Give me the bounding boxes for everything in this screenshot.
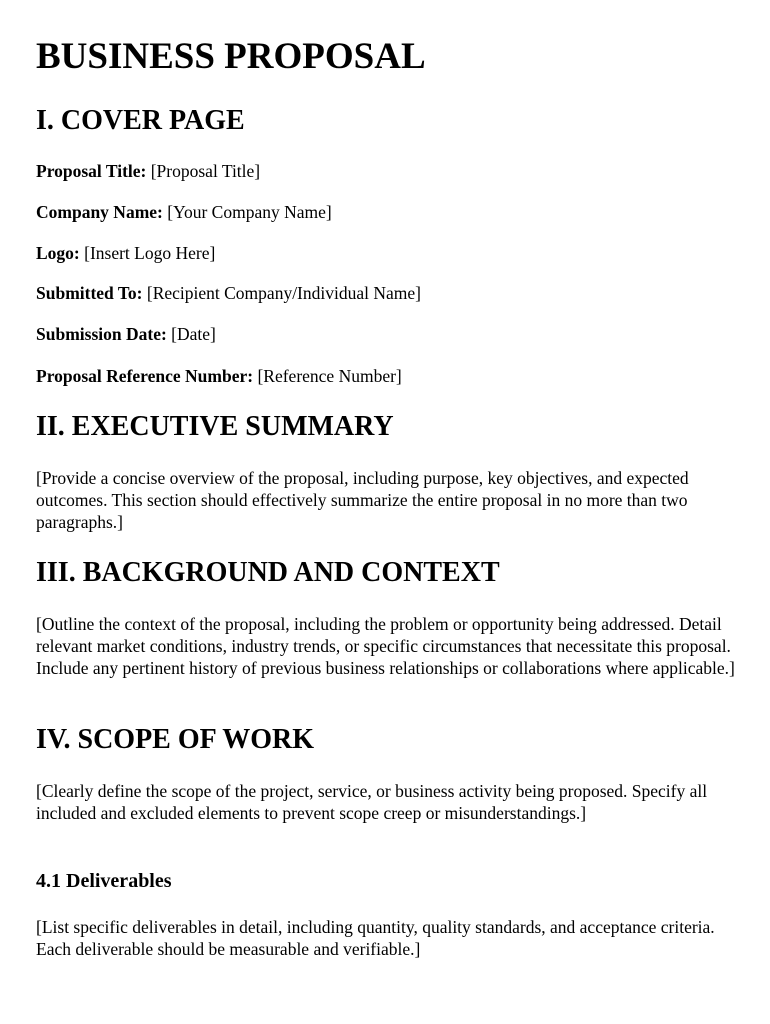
field-label: Submitted To: xyxy=(36,283,143,303)
executive-summary-text: [Provide a concise overview of the proposal, including purpose, key objectives, and expected outcomes. This section should effectively summarize the entire proposal in no more than two paragraphs.] xyxy=(36,468,689,532)
field-label: Company Name: xyxy=(36,202,163,222)
field-submitted-to xyxy=(36,282,421,304)
section-heading-background: III. BACKGROUND AND CONTEXT xyxy=(36,557,500,588)
field-value: [Your Company Name] xyxy=(167,202,332,222)
field-value: [Recipient Company/Individual Name] xyxy=(146,283,421,303)
section-heading-cover-page: I. COVER PAGE xyxy=(36,105,245,136)
field-logo xyxy=(36,242,215,264)
field-proposal-title xyxy=(36,160,260,182)
field-reference-number xyxy=(36,365,402,387)
field-label: Submission Date: xyxy=(36,324,167,344)
deliverables-text: [List specific deliverables in detail, including quantity, quality standards, and acceptance criteria. Each deliverable should be measurable and verifiable.] xyxy=(36,917,715,959)
field-value: [Insert Logo Here] xyxy=(84,243,216,263)
document-title: BUSINESS PROPOSAL xyxy=(36,36,426,77)
field-value: [Proposal Title] xyxy=(150,161,261,181)
subsection-heading-deliverables: 4.1 Deliverables xyxy=(36,870,172,892)
field-value: [Date] xyxy=(171,324,216,344)
section-heading-scope-of-work: IV. SCOPE OF WORK xyxy=(36,724,314,755)
scope-of-work-text: [Clearly define the scope of the project, service, or business activity being proposed. Specify all included and excluded elements to prevent scope creep or misunderstandings.] xyxy=(36,781,708,823)
field-value: [Reference Number] xyxy=(257,366,402,386)
background-text: [Outline the context of the proposal, including the problem or opportunity being addressed. Detail relevant market conditions, industry trends, or specific circumstances that necessitate this proposal. Include any pertinent history of previous business relationships or collaborations where applicable.] xyxy=(36,614,735,678)
field-submission-date xyxy=(36,323,216,345)
field-label: Logo: xyxy=(36,243,80,263)
field-label: Proposal Reference Number: xyxy=(36,366,254,386)
field-company-name xyxy=(36,201,332,223)
section-heading-executive-summary: II. EXECUTIVE SUMMARY xyxy=(36,411,394,442)
field-label: Proposal Title: xyxy=(36,161,147,181)
